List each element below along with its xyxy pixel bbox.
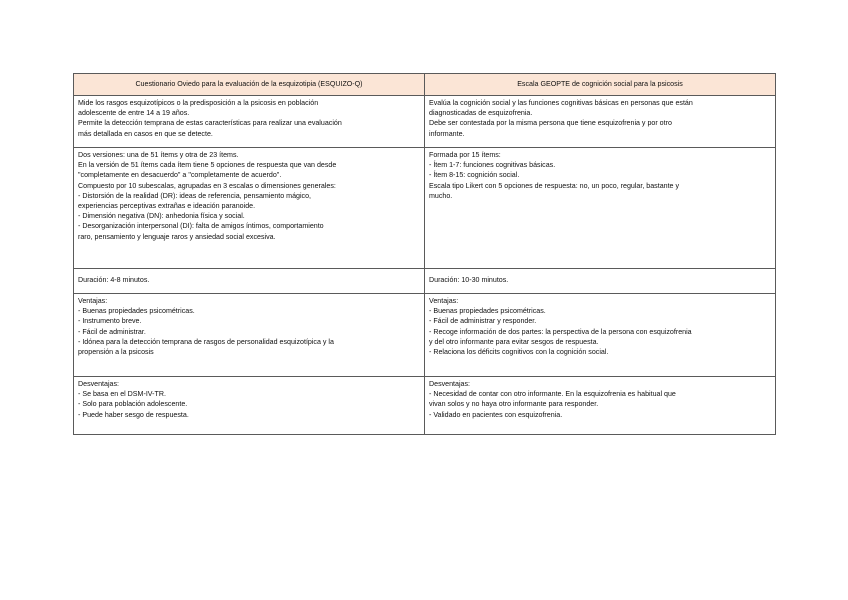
cell-line: diagnosticadas de esquizofrenia.: [429, 109, 533, 118]
cell-line: - Idónea para la detección temprana de rasgos de personalidad esquizotípica y la: [78, 337, 334, 346]
cell-line: - Se basa en el DSM-IV-TR.: [78, 390, 166, 399]
cell-line: Duración: 10-30 minutos.: [429, 276, 509, 285]
cell-line: Mide los rasgos esquizotípicos o la predisposición a la psicosis en población: [78, 99, 319, 107]
cell-geopte-structure: [425, 148, 776, 269]
cell-line: vivan solos y no haya otro informante para responder.: [429, 400, 599, 409]
table-row: [74, 294, 776, 377]
cell-line: Desventajas:: [429, 380, 471, 388]
cell-line: y del otro informante para evitar sesgos de respuesta.: [429, 337, 599, 346]
cell-line: Duración: 4-8 minutos.: [78, 276, 150, 285]
cell-line: raro, pensamiento y lenguaje raros y ansiedad social excesiva.: [78, 232, 276, 241]
cell-line: - Distorsión de la realidad (DR): ideas de referencia, pensamiento mágico,: [78, 191, 312, 200]
table-header-row: [74, 74, 776, 96]
column-header-geopte: Escala GEOPTE de cognición social para la psicosis: [425, 74, 776, 96]
cell-line: Ventajas:: [78, 297, 108, 305]
cell-line: - Ítem 1-7: funciones cognitivas básicas.: [429, 161, 556, 170]
cell-line: En la versión de 51 ítems cada ítem tiene 5 opciones de respuesta que van desde: [78, 161, 337, 170]
cell-line: - Ítem 8-15: cognición social.: [429, 171, 520, 180]
cell-line: - Puede haber sesgo de respuesta.: [78, 410, 189, 419]
cell-line: propensión a la psicosis: [78, 348, 154, 357]
cell-line: Evalúa la cognición social y las funciones cognitivas básicas en personas que están: [429, 99, 693, 107]
cell-line: - Buenas propiedades psicométricas.: [429, 307, 546, 316]
cell-line: - Desorganización interpersonal (DI): falta de amigos íntimos, comportamiento: [78, 222, 324, 231]
cell-line: - Solo para población adolescente.: [78, 400, 188, 409]
cell-line: - Buenas propiedades psicométricas.: [78, 307, 195, 316]
cell-line: mucho.: [429, 191, 453, 200]
cell-line: más detallada en casos en que se detecte.: [78, 129, 213, 138]
cell-line: Ventajas:: [429, 297, 459, 305]
cell-line: Escala tipo Likert con 5 opciones de respuesta: no, un poco, regular, bastante y: [429, 181, 680, 190]
cell-line: - Fácil de administrar.: [78, 327, 146, 336]
table-row: [74, 148, 776, 269]
cell-line: - Validado en pacientes con esquizofrenia.: [429, 410, 563, 419]
cell-esquizo-q-advantages: [74, 294, 425, 377]
cell-line: Compuesto por 10 subescalas, agrupadas en 3 escalas o dimensiones generales:: [78, 181, 336, 190]
cell-line: informante.: [429, 129, 465, 138]
table-row: [74, 377, 776, 435]
cell-line: Formada por 15 ítems:: [429, 151, 501, 159]
cell-geopte-advantages: [425, 294, 776, 377]
table-row: [74, 269, 776, 294]
cell-line: "completamente en desacuerdo" a "completamente de acuerdo".: [78, 171, 282, 180]
cell-esquizo-q-structure: [74, 148, 425, 269]
cell-line: Dos versiones: una de 51 ítems y otra de 23 ítems.: [78, 151, 239, 159]
cell-line: adolescente de entre 14 a 19 años.: [78, 109, 190, 118]
cell-geopte-duration: [425, 269, 776, 294]
cell-line: - Fácil de administrar y responder.: [429, 317, 537, 326]
cell-line: experiencias perceptivas extrañas e ideación paranoide.: [78, 202, 256, 211]
cell-line: - Relaciona los déficits cognitivos con la cognición social.: [429, 348, 609, 357]
cell-geopte-description: [425, 96, 776, 148]
cell-line: - Instrumento breve.: [78, 317, 142, 326]
column-header-esquizo-q: Cuestionario Oviedo para la evaluación de la esquizotipia (ESQUIZO-Q): [74, 74, 425, 96]
cell-esquizo-q-disadvantages: [74, 377, 425, 435]
comparison-table: [73, 73, 776, 435]
cell-line: Desventajas:: [78, 380, 120, 388]
cell-line: - Recoge información de dos partes: la perspectiva de la persona con esquizofrenia: [429, 327, 692, 336]
cell-line: - Dimensión negativa (DN): anhedonia física y social.: [78, 212, 245, 221]
cell-line: - Necesidad de contar con otro informante. En la esquizofrenia es habitual que: [429, 390, 676, 399]
cell-line: Permite la detección temprana de estas características para realizar una evaluación: [78, 119, 342, 128]
cell-line: Debe ser contestada por la misma persona que tiene esquizofrenia y por otro: [429, 119, 672, 128]
cell-geopte-disadvantages: [425, 377, 776, 435]
cell-esquizo-q-duration: [74, 269, 425, 294]
table-row: [74, 96, 776, 148]
cell-esquizo-q-description: [74, 96, 425, 148]
